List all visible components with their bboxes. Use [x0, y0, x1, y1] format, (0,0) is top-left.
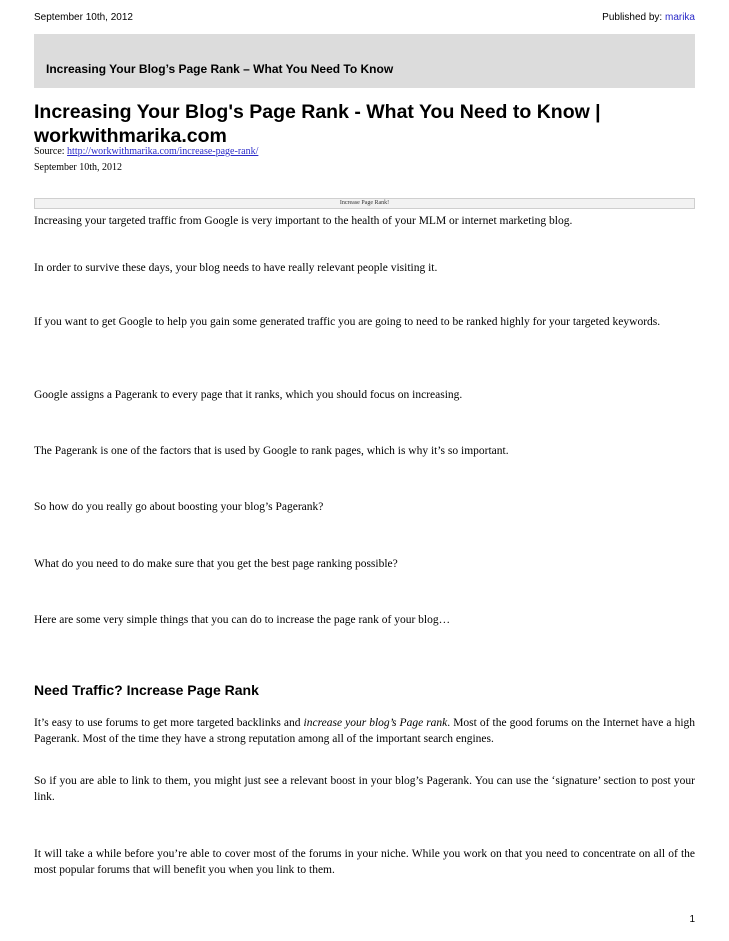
section-paragraph: It will take a while before you’re able to cover most of the forums in your niche. While you work on that you need to concentrate on all of the most popular forums that will benefit you when you link to them.	[34, 848, 695, 876]
author-link[interactable]: marika	[664, 12, 695, 23]
source-line	[34, 146, 258, 157]
paragraph: If you want to get Google to help you gain some generated traffic you are going to need to be ranked highly for your targeted keywords.	[34, 316, 661, 328]
section-text: It’s easy to use forums to get more targeted backlinks and	[34, 717, 304, 729]
image-caption: Increase Page Rank!	[339, 200, 390, 206]
paragraph: What do you need to do make sure that you get the best page ranking possible?	[34, 558, 398, 570]
header-date: September 10th, 2012	[34, 12, 133, 23]
paragraph: Google assigns a Pagerank to every page that it ranks, which you should focus on increasing.	[34, 389, 463, 401]
article-image	[34, 198, 695, 209]
section-paragraph	[34, 715, 695, 747]
section-heading: Need Traffic? Increase Page Rank	[34, 682, 259, 698]
page-number: 1	[689, 914, 695, 925]
title-banner	[34, 34, 695, 88]
section-paragraph: So if you are able to link to them, you might just see a relevant boost in your blog’s Pagerank. You can use the ‘signature’ section to post your link.	[34, 775, 695, 803]
published-label: Published by:	[602, 12, 663, 23]
paragraph: The Pagerank is one of the factors that is used by Google to rank pages, which is why it’s so important.	[34, 445, 509, 457]
source-link[interactable]: http://workwithmarika.com/increase-page-rank/	[67, 146, 259, 157]
document-date: September 10th, 2012	[34, 162, 123, 173]
paragraph: Here are some very simple things that you can do to increase the page rank of your blog…	[34, 614, 451, 626]
paragraph: In order to survive these days, your blog needs to have really relevant people visiting it.	[34, 262, 438, 274]
page-header	[34, 12, 695, 23]
paragraph: Increasing your targeted traffic from Google is very important to the health of your MLM or internet marketing blog.	[34, 215, 573, 227]
source-label: Source:	[34, 146, 65, 157]
section-text: . Most of the good forums on the Internet have a high Pagerank. Most of the time they have a strong reputation among all of the important search engines.	[34, 717, 696, 745]
paragraph: So how do you really go about boosting your blog’s Pagerank?	[34, 501, 324, 513]
banner-title: Increasing Your Blog’s Page Rank – What You Need To Know	[46, 62, 394, 76]
published-by	[602, 12, 695, 23]
emphasized-text: increase your blog’s Page rank	[303, 717, 448, 729]
document-title: Increasing Your Blog's Page Rank - What You Need to Know | workwithmarika.com	[34, 101, 601, 147]
